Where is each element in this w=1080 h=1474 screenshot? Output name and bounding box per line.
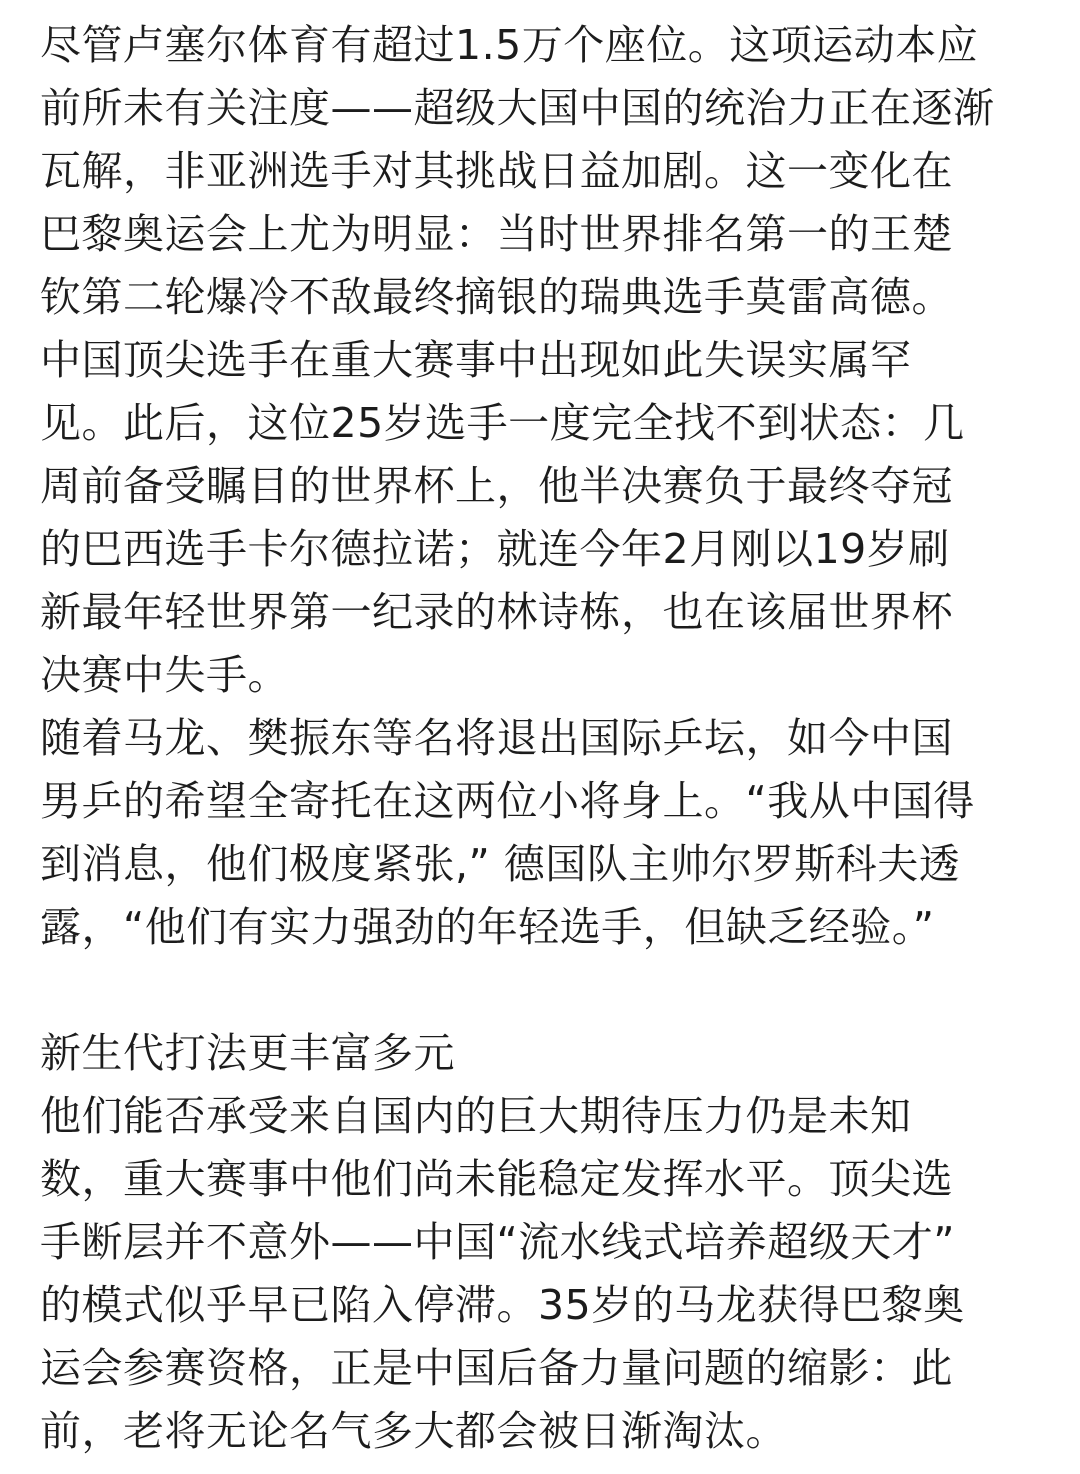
text-line: 中国顶尖选手在重大赛事中出现如此失误实属罕 bbox=[40, 336, 912, 384]
paragraph-spacer bbox=[40, 959, 1050, 1022]
text-line: 手断层并不意外——中国“流水线式培养超级天才” bbox=[40, 1218, 955, 1266]
text-line: 新最年轻世界第一纪录的林诗栋，也在该届世界杯 bbox=[40, 588, 953, 636]
paragraph-3 bbox=[40, 1085, 1050, 1463]
text-line: 数，重大赛事中他们尚未能稳定发挥水平。顶尖选 bbox=[40, 1155, 953, 1203]
text-line: 尽管卢塞尔体育有超过1.5万个座位。这项运动本应 bbox=[40, 21, 979, 69]
text-line: 的巴西选手卡尔德拉诺；就连今年2月刚以19岁刷 bbox=[40, 525, 950, 573]
text-line: 见。此后，这位25岁选手一度完全找不到状态：几 bbox=[40, 399, 965, 447]
text-line: 前，老将无论名气多大都会被日渐淘汰。 bbox=[40, 1407, 787, 1455]
text-line: 巴黎奥运会上尤为明显：当时世界排名第一的王楚 bbox=[40, 210, 953, 258]
text-line: 决赛中失手。 bbox=[40, 651, 289, 699]
text-line: 的模式似乎早已陷入停滞。35岁的马龙获得巴黎奥 bbox=[40, 1281, 965, 1329]
text-line: 露，“他们有实力强劲的年轻选手，但缺乏经验。” bbox=[40, 903, 935, 951]
paragraph-1 bbox=[40, 14, 1050, 707]
text-line: 随着马龙、樊振东等名将退出国际乒坛，如今中国 bbox=[40, 714, 953, 762]
paragraph-2 bbox=[40, 707, 1050, 959]
text-line: 周前备受瞩目的世界杯上，他半决赛负于最终夺冠 bbox=[40, 462, 953, 510]
text-line: 瓦解，非亚洲选手对其挑战日益加剧。这一变化在 bbox=[40, 147, 953, 195]
article-body bbox=[40, 14, 1050, 1463]
text-line: 到消息，他们极度紧张,” 德国队主帅尔罗斯科夫透 bbox=[40, 840, 961, 888]
text-line: 他们能否承受来自国内的巨大期待压力仍是未知 bbox=[40, 1092, 912, 1140]
section-heading: 新生代打法更丰富多元 bbox=[40, 1029, 455, 1077]
text-line: 男乒的希望全寄托在这两位小将身上。“我从中国得 bbox=[40, 777, 975, 825]
text-line: 运会参赛资格，正是中国后备力量问题的缩影：此 bbox=[40, 1344, 953, 1392]
text-line: 前所未有关注度——超级大国中国的统治力正在逐渐 bbox=[40, 84, 995, 132]
text-line: 钦第二轮爆冷不敌最终摘银的瑞典选手莫雷高德。 bbox=[40, 273, 953, 321]
